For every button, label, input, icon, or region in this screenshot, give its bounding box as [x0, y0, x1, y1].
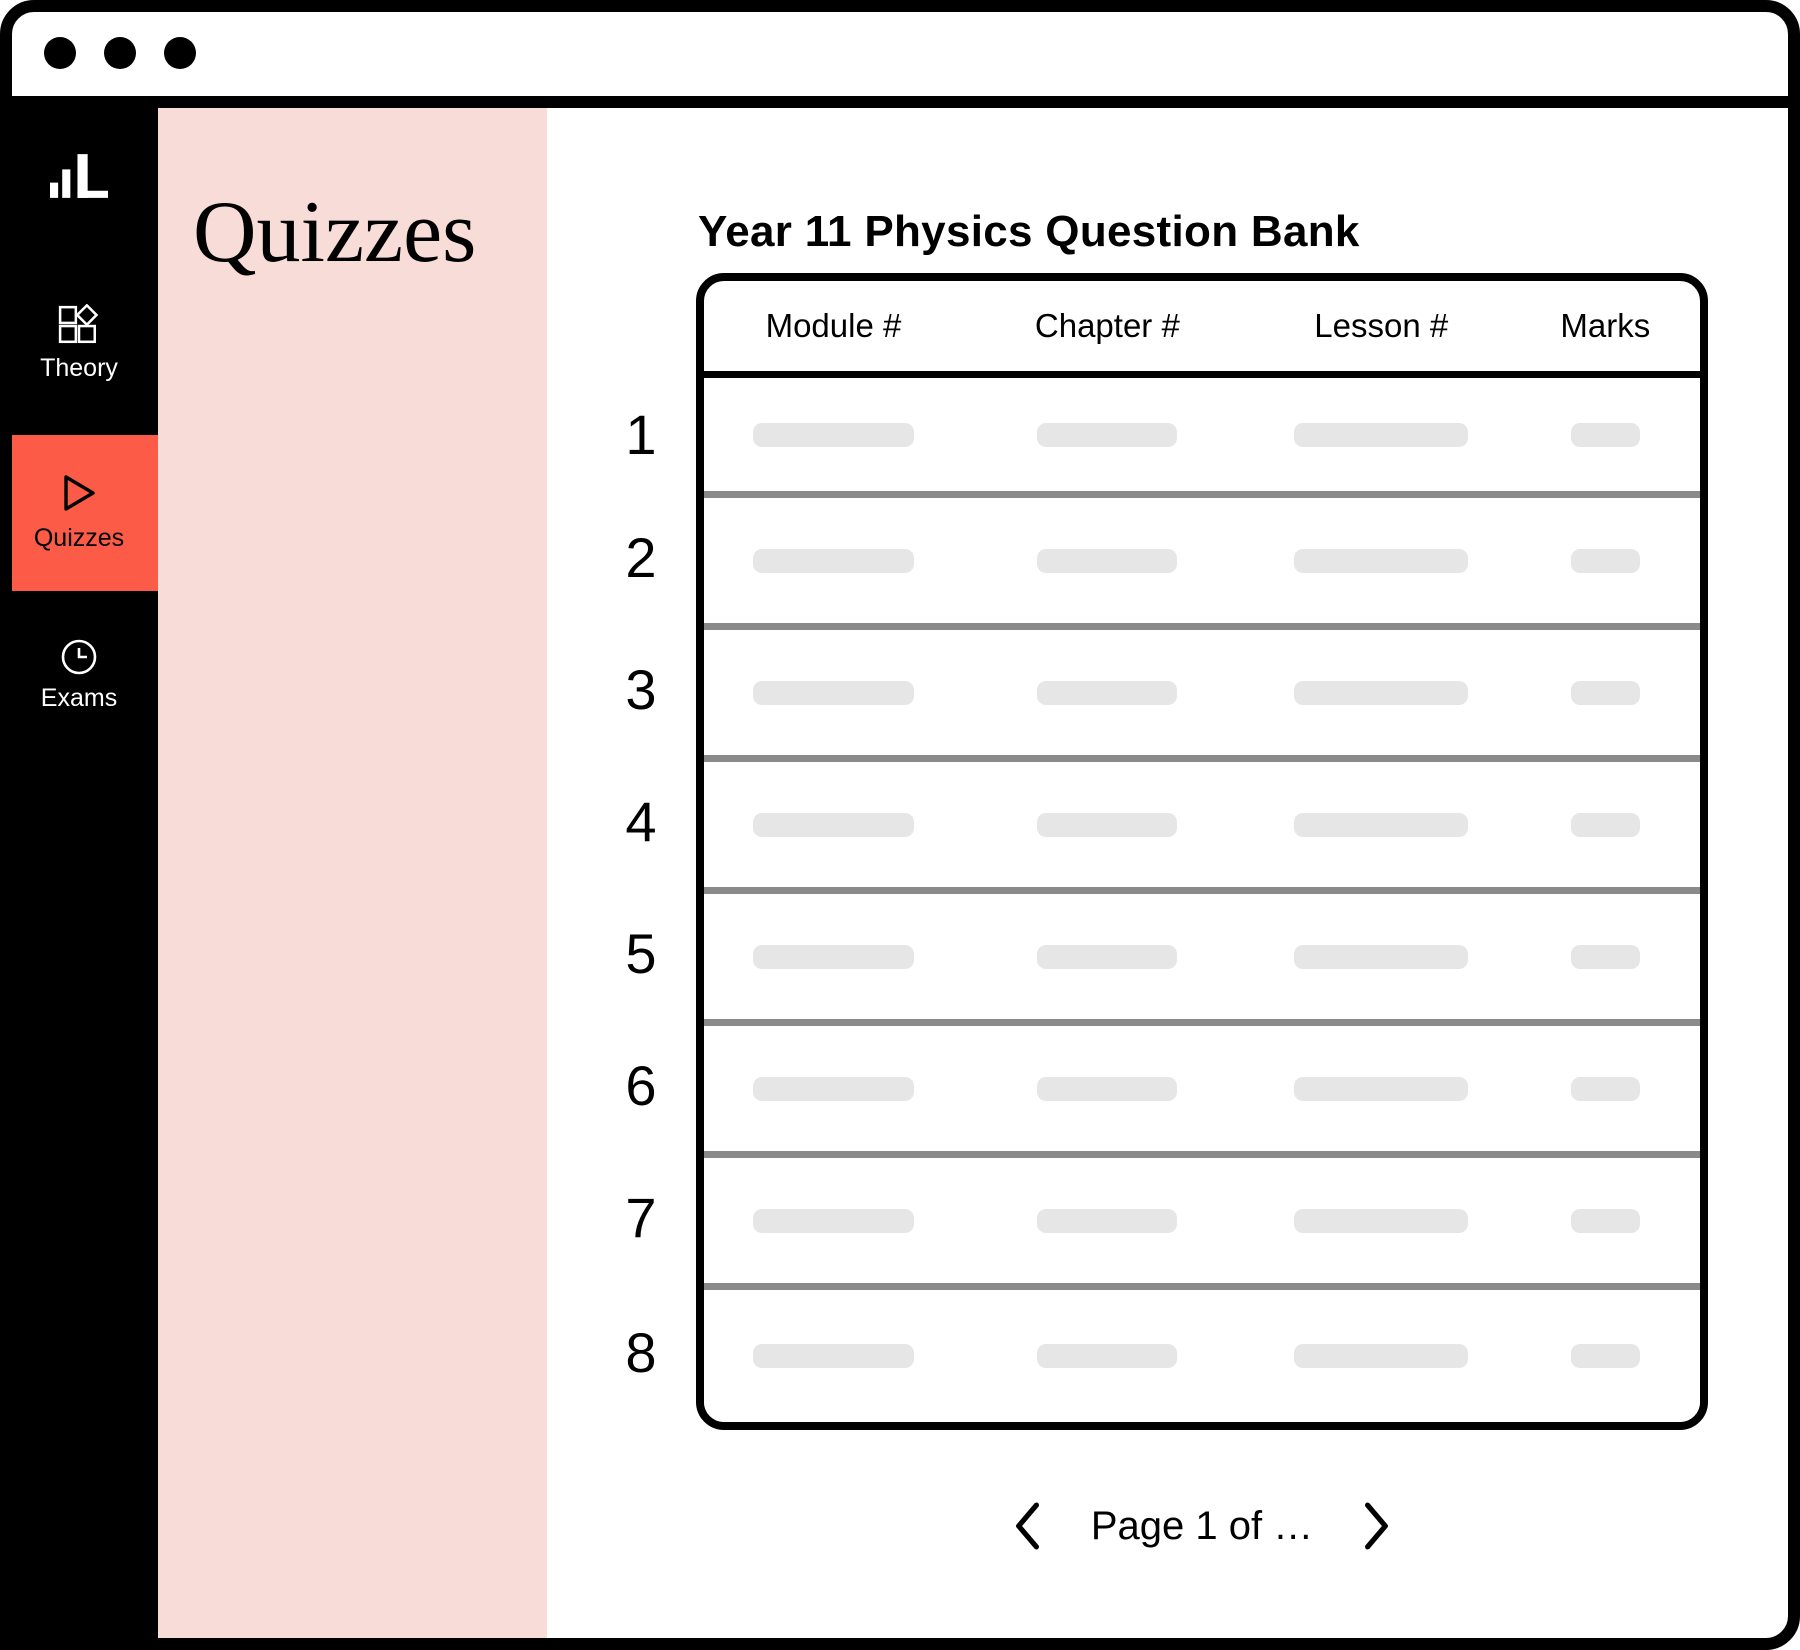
- sidebar-item-theory[interactable]: [0, 304, 158, 383]
- cell-lesson: [1252, 1026, 1511, 1151]
- placeholder-bar: [1037, 681, 1177, 705]
- chevron-left-icon[interactable]: [1013, 1501, 1041, 1551]
- sidebar-item-label: Theory: [40, 354, 118, 382]
- placeholder-bar: [1294, 813, 1468, 837]
- window-dot-icon: [104, 37, 136, 69]
- table-row[interactable]: [704, 1019, 1700, 1151]
- row-index: 7: [625, 1185, 657, 1249]
- sidebar-item-label: Exams: [40, 684, 118, 712]
- table-row[interactable]: [704, 1283, 1700, 1422]
- table-row[interactable]: [704, 887, 1700, 1019]
- column-header-lesson: Lesson #: [1314, 307, 1449, 344]
- placeholder-bar: [753, 1344, 914, 1368]
- cell-marks: [1511, 630, 1700, 755]
- placeholder-bar: [753, 945, 914, 969]
- placeholder-bar: [1037, 549, 1177, 573]
- category-grid-icon: [58, 304, 100, 346]
- window-titlebar: [0, 0, 1800, 96]
- app-logo: [0, 154, 158, 198]
- sidebar-item-quizzes[interactable]: [0, 435, 158, 591]
- placeholder-bar: [1571, 1077, 1640, 1101]
- cell-lesson: [1252, 498, 1511, 623]
- placeholder-bar: [1037, 1344, 1177, 1368]
- cell-marks: [1511, 1290, 1700, 1422]
- sidebar-item-exams[interactable]: [0, 638, 158, 713]
- placeholder-bar: [1294, 549, 1468, 573]
- placeholder-bar: [753, 681, 914, 705]
- placeholder-bar: [1037, 945, 1177, 969]
- cell-chapter: [963, 1158, 1252, 1283]
- placeholder-bar: [1294, 1077, 1468, 1101]
- row-index: 1: [625, 403, 657, 466]
- cell-marks: [1511, 1026, 1700, 1151]
- section-panel: [158, 108, 547, 1650]
- placeholder-bar: [1571, 1344, 1640, 1368]
- cell-chapter: [963, 630, 1252, 755]
- window-dot-icon: [164, 37, 196, 69]
- row-index: 2: [625, 525, 657, 589]
- cell-chapter: [963, 1290, 1252, 1422]
- placeholder-bar: [753, 423, 914, 447]
- column-header-module: Module #: [765, 307, 902, 344]
- cell-chapter: [963, 498, 1252, 623]
- cell-lesson: [1252, 1158, 1511, 1283]
- cell-module: [704, 630, 963, 755]
- placeholder-bar: [1037, 1077, 1177, 1101]
- cell-chapter: [963, 378, 1252, 491]
- cell-lesson: [1252, 762, 1511, 887]
- placeholder-bar: [1294, 681, 1468, 705]
- sidebar-item-label: Quizzes: [33, 524, 125, 553]
- placeholder-bar: [1571, 1209, 1640, 1233]
- placeholder-bar: [1571, 423, 1640, 447]
- cell-chapter: [963, 1026, 1252, 1151]
- cell-lesson: [1252, 378, 1511, 491]
- placeholder-bar: [1571, 549, 1640, 573]
- cell-marks: [1511, 762, 1700, 887]
- placeholder-bar: [753, 549, 914, 573]
- table-row[interactable]: [704, 755, 1700, 887]
- cell-lesson: [1252, 894, 1511, 1019]
- column-header-chapter: Chapter #: [1034, 307, 1180, 344]
- table-header-row: [704, 281, 1700, 378]
- placeholder-bar: [1294, 423, 1468, 447]
- bar-chart-logo-icon: [50, 154, 108, 198]
- cell-module: [704, 498, 963, 623]
- placeholder-bar: [1571, 945, 1640, 969]
- cell-marks: [1511, 894, 1700, 1019]
- question-bank-table: [696, 273, 1708, 1430]
- placeholder-bar: [753, 813, 914, 837]
- section-title: Quizzes: [193, 183, 477, 281]
- table-row[interactable]: [704, 491, 1700, 623]
- placeholder-bar: [1037, 813, 1177, 837]
- cell-lesson: [1252, 630, 1511, 755]
- pagination-label: Page 1 of …: [1090, 1503, 1314, 1548]
- placeholder-bar: [1294, 1344, 1468, 1368]
- placeholder-bar: [1294, 1209, 1468, 1233]
- row-index: 6: [625, 1053, 657, 1117]
- cell-module: [704, 378, 963, 491]
- placeholder-bar: [1571, 681, 1640, 705]
- column-header-marks: Marks: [1560, 307, 1651, 344]
- cell-module: [704, 762, 963, 887]
- placeholder-bar: [753, 1209, 914, 1233]
- row-index: 3: [625, 657, 657, 721]
- clock-icon: [60, 638, 98, 676]
- row-index: 5: [625, 921, 657, 985]
- chevron-right-icon[interactable]: [1363, 1501, 1391, 1551]
- placeholder-bar: [1037, 423, 1177, 447]
- play-outline-icon: [61, 473, 97, 513]
- cell-marks: [1511, 1158, 1700, 1283]
- cell-module: [704, 894, 963, 1019]
- pagination: [696, 1494, 1708, 1558]
- placeholder-bar: [1294, 945, 1468, 969]
- cell-module: [704, 1158, 963, 1283]
- cell-marks: [1511, 378, 1700, 491]
- cell-module: [704, 1026, 963, 1151]
- page-title: Year 11 Physics Question Bank: [698, 206, 1360, 256]
- titlebar-divider: [0, 96, 1800, 108]
- sidebar: [0, 108, 158, 1650]
- cell-chapter: [963, 894, 1252, 1019]
- placeholder-bar: [1037, 1209, 1177, 1233]
- cell-marks: [1511, 498, 1700, 623]
- placeholder-bar: [1571, 813, 1640, 837]
- table-row[interactable]: [704, 1151, 1700, 1283]
- placeholder-bar: [753, 1077, 914, 1101]
- cell-lesson: [1252, 1290, 1511, 1422]
- table-row[interactable]: [704, 378, 1700, 491]
- cell-module: [704, 1290, 963, 1422]
- cell-chapter: [963, 762, 1252, 887]
- row-index: 8: [625, 1321, 657, 1384]
- table-row[interactable]: [704, 623, 1700, 755]
- window-dot-icon: [44, 37, 76, 69]
- row-index: 4: [625, 789, 657, 853]
